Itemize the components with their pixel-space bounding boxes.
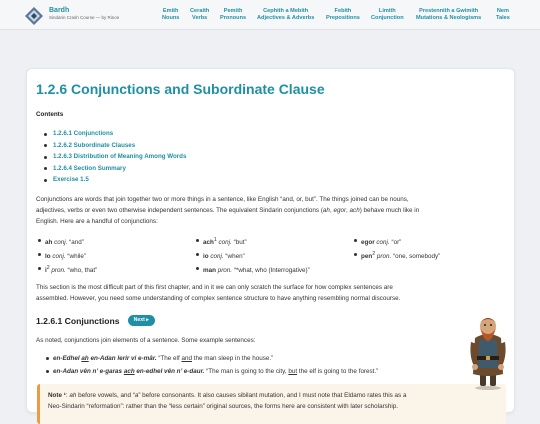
example-sentence: en-Edhel ah en-Adan lerir vi e-mâr. “The elf and the man sleep in the house.” (53, 355, 274, 362)
vocab-item: io conj. “when” (203, 249, 245, 262)
nav-item-nouns[interactable]: Emith Nouns (162, 8, 180, 21)
dwarf-illustration-icon (467, 310, 509, 390)
vocab-item: man pron. “*what, who (Interrogative)” (203, 263, 310, 276)
section-title: 1.2.6.1 Conjunctions (36, 315, 120, 326)
difficulty-paragraph: This section is the most difficult part of this first chapter, and in it we can only scratch the surface for how complex sentences are assembled. However, you need some understanding of complex sentence structure to have anything resembling normal discourse. (36, 284, 401, 302)
site-title: Bardh (49, 7, 70, 14)
site-subtitle: Sindarin Crash Course — by Rinon (49, 15, 120, 20)
table-of-contents (44, 128, 186, 186)
toc-link-subordinate-clauses[interactable]: 1.2.6.2 Subordinate Clauses (44, 140, 186, 152)
content-card (26, 68, 515, 413)
noted-paragraph: As noted, conjunctions join elements of a sentence. Some example sentences: (36, 337, 256, 344)
intro-paragraph: Conjunctions are words that join together two or more things in a sentence, like English “and, or, but”. The things joined can be nouns, adjectives, verbs or even two otherwise independent sentences. The equivalent Sindarin conjunctions (ah, egor, ach) behave much like in English. Here are a handful of conjunctions: (36, 196, 420, 225)
nav-item-verbs[interactable]: Ceraith Verbs (190, 8, 210, 21)
footnote-callout: Note ¹: ah before vowels, and “a” before consonants. It also causes sibilant mutation, and I must note that Eldamo rates this as a Neo-Sindarin “reformation”: rather than the “less certain” original sources, the forms here are consistent with later scholarship. (37, 384, 506, 424)
next-button[interactable]: Next ▸ (128, 315, 155, 326)
nav-item-tales[interactable]: Nem Tales (496, 8, 510, 21)
page-title: 1.2.6 Conjunctions and Subordinate Clause (36, 81, 325, 97)
vocab-item: lo conj. “while” (45, 249, 86, 262)
toc-link-exercise[interactable]: Exercise 1.5 (44, 174, 186, 186)
nav-item-conjunction[interactable]: Limith Conjunction (371, 8, 404, 21)
nav-item-pronouns[interactable]: Pemith Pronouns (220, 8, 247, 21)
example-sentence: en-Adan vên n’ e-garas ach en-edhel vên n’ e-daur. “The man is going to the city, but the elf is going to the forest.” (53, 368, 379, 375)
vocab-item: $i^2$ pron. “who, that” (45, 265, 98, 275)
toc-link-distribution-of-meaning[interactable]: 1.2.6.3 Distribution of Meaning Among Words (44, 151, 186, 163)
section-heading (36, 315, 155, 326)
vocab-item: egor conj. “or” (361, 235, 401, 248)
contents-heading: Contents (36, 111, 64, 118)
vocab-item: pen$^2$ pron. “one, somebody” (361, 251, 441, 261)
nav-item-adjectives-adverbs[interactable]: Cephith a Mebith Adjectives & Adverbs (257, 8, 315, 21)
vocab-item: ach$^1$ conj. “but” (203, 237, 247, 247)
toc-link-section-summary[interactable]: 1.2.6.4 Section Summary (44, 163, 186, 175)
nav-item-mutations-neologisms[interactable]: Prestennith a Gwimith Mutations & Neologisms (416, 8, 482, 21)
main-nav (0, 8, 540, 28)
site-header (0, 0, 540, 30)
vocab-item: ah conj. “and” (45, 235, 84, 248)
nav-item-prepositions[interactable]: Febith Prepositions (326, 8, 360, 21)
toc-link-conjunctions[interactable]: 1.2.6.1 Conjunctions (44, 128, 186, 140)
